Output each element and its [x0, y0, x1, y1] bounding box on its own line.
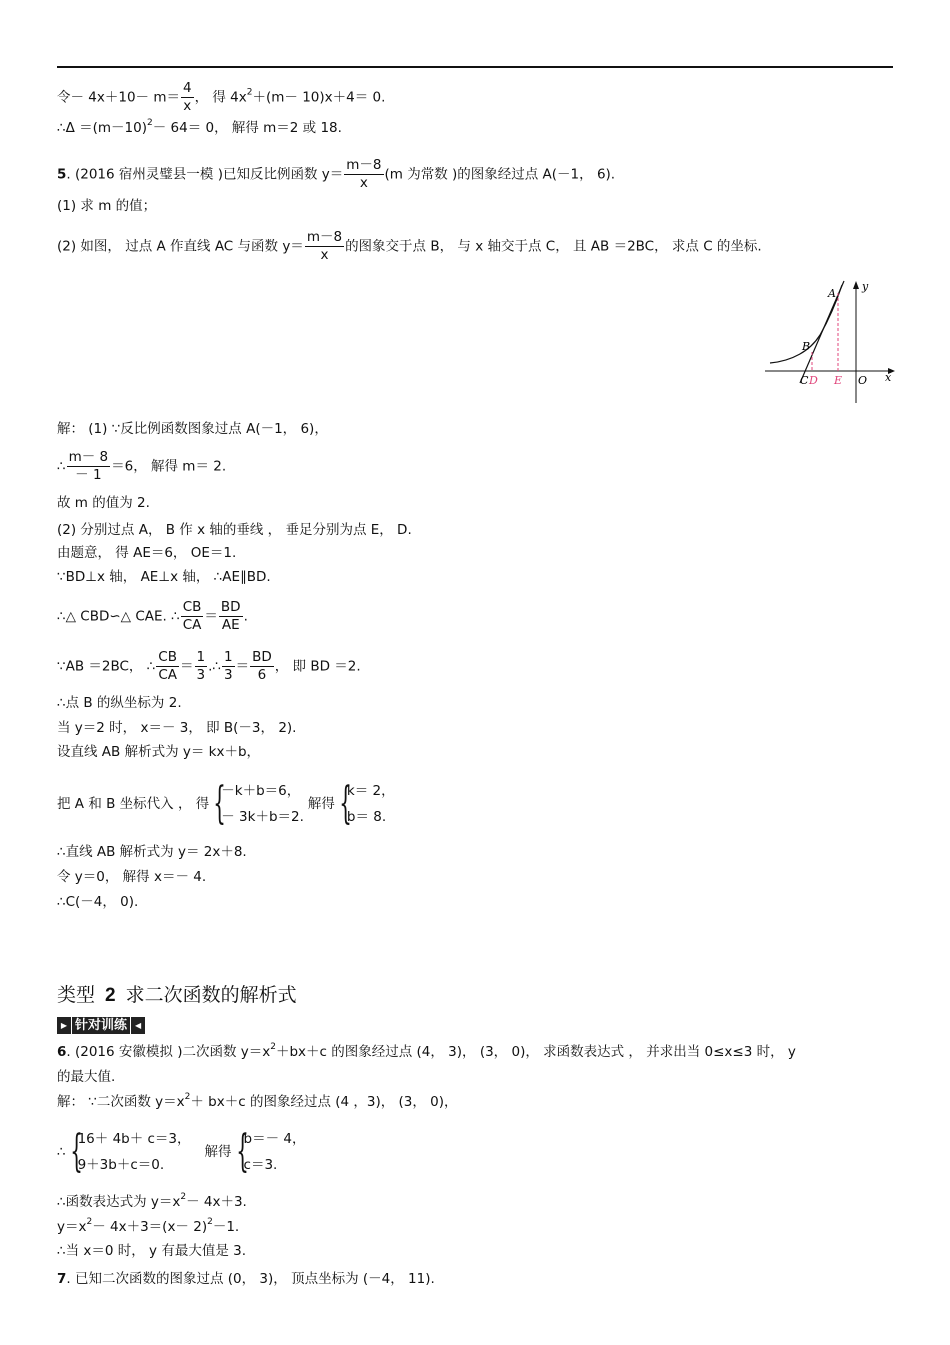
text-line: ∴ { 16＋ 4b＋ c＝3， 9＋3b＋c＝0. 解得 { b＝－ 4， c＝3.: [57, 1126, 306, 1177]
label-c: C: [800, 374, 809, 387]
text-line: ∵BD⊥x 轴， AE⊥x 轴， ∴AE∥BD.: [57, 569, 271, 585]
play-right-icon: ▶: [57, 1017, 71, 1034]
label-d: D: [809, 374, 818, 387]
label-b: B: [802, 340, 811, 353]
text-line: 当 y＝2 时， x＝－ 3， 即 B(－3， 2).: [57, 720, 297, 736]
play-left-icon: ◀: [131, 1017, 145, 1034]
text-line: ∴Δ $=(m-10)^2- 64= 0$， 解得 m＝2 或 18.: [57, 118, 342, 136]
text-line: (2) 分别过点 A， B 作 x 轴的垂线 ， 垂足分别为点 E， D.: [57, 522, 412, 538]
fraction: $\frac{m-8}{x}$: [346, 157, 382, 191]
text-line: 的最大值.: [57, 1069, 116, 1085]
line-ac: [800, 281, 844, 383]
equation-system: { b＝－ 4， c＝3.: [235, 1126, 306, 1177]
text-line: ∴直线 AB 解析式为 y＝ 2x＋8.: [57, 844, 247, 860]
text-line: $y=x^2- 4x+3=(x- 2)^2-1$.: [57, 1217, 240, 1235]
text-line: 令 y＝0， 解得 x＝－ 4.: [57, 869, 207, 885]
text-line: (2) 如图， 过点 A 作直线 AC 与函数 y＝ $\frac{m-8}{x}$ 的图象交于点 B， 与 x 轴交于点 C， 且 AB ＝2BC， 求点 C 的坐标.: [57, 229, 762, 263]
equation-system: { k＝ 2， b＝ 8.: [339, 778, 395, 829]
label-e: E: [834, 374, 843, 387]
text-line: 把 A 和 B 坐标代入 ， 得 { －k＋b＝6， － 3k＋b＝2. 解得 { k＝ 2， b＝ 8.: [57, 778, 395, 829]
text-line: ∵AB ＝2BC， ∴ $\frac{CB}{CA}$ ＝ $\frac{1}{3}$ .∴ $\frac{1}{3}$ ＝ $\frac{BD}{6}$ ， 即 BD ＝2.: [57, 649, 361, 683]
text-line: (1) 求 m 的值；: [57, 198, 157, 214]
equation-system: { 16＋ 4b＋ c＝3， 9＋3b＋c＝0.: [69, 1126, 191, 1177]
problem-5-statement: 5. (2016 宿州灵璧县一模 )已知反比例函数 y＝ $\frac{m-8}{x}$ (m 为常数 )的图象经过点 A(－1， 6).: [57, 157, 616, 191]
text-line: 解： ∵二次函数 $y=x^2+ bx+c$ 的图象经过点 (4 ，3)， (3， 0)，: [57, 1092, 458, 1110]
text-line: 令－ 4x＋10－ m＝ $\frac{4}{x}$ ， 得 $4x^2+(m- 10)x+4= 0$.: [57, 80, 386, 114]
problem-7-statement: 7. 已知二次函数的图象过点 (0， 3)， 顶点坐标为 (－4， 11).: [57, 1271, 435, 1287]
label-o: O: [858, 374, 868, 387]
text-line: 由题意， 得 AE＝6， OE＝1.: [57, 545, 237, 561]
fraction: $\frac{BD}{AE}$: [220, 599, 241, 633]
fraction: $\frac{1}{3}$: [196, 649, 206, 683]
text-line: ∴点 B 的纵坐标为 2.: [57, 695, 182, 711]
practice-banner: [57, 1017, 145, 1034]
text-line: ∴△ CBD∽△ CAE. ∴ $\frac{CB}{CA}$ ＝ $\frac{BD}{AE}$ .: [57, 599, 248, 633]
fraction: $\frac{CB}{CA}$: [182, 599, 202, 633]
top-rule: [57, 66, 893, 68]
fraction: $\frac{m-8}{x}$: [306, 229, 343, 263]
text-line: 设直线 AB 解析式为 y＝ kx＋b，: [57, 744, 261, 760]
equation-system: { －k＋b＝6， － 3k＋b＝2.: [213, 778, 304, 829]
banner-label: 针对训练: [71, 1017, 131, 1034]
text-line: 解： (1) ∵反比例函数图象过点 A(－1， 6)，: [57, 421, 328, 437]
label-y: y: [862, 280, 869, 293]
fraction: $\frac{CB}{CA}$: [158, 649, 177, 683]
text-line: ∴当 x＝0 时， y 有最大值是 3.: [57, 1243, 246, 1259]
text-line: ∴函数表达式为 $y=x^2- 4x+3$.: [57, 1192, 247, 1210]
label-x: x: [885, 371, 892, 384]
label-a: A: [828, 287, 836, 300]
fraction: $\frac{BD}{6}$: [252, 649, 272, 683]
y-axis-arrow: [853, 281, 859, 289]
function-graph-figure: [762, 277, 897, 407]
fraction: $\frac{m- 8}{- 1}$: [68, 449, 109, 483]
section-heading: 类型 2 求二次函数的解析式: [57, 984, 297, 1006]
fraction: $\frac{1}{3}$: [223, 649, 233, 683]
text-line: ∴C(－4， 0).: [57, 894, 139, 910]
text-line: ∴ $\frac{m- 8}{- 1}$ ＝6， 解得 m＝ 2.: [57, 449, 227, 483]
fraction: $\frac{4}{x}$: [183, 80, 192, 114]
text-line: 故 m 的值为 2.: [57, 495, 150, 511]
problem-6-statement: 6. (2016 安徽模拟 )二次函数 $y=x^2+bx+c$ 的图象经过点 (4， 3)， (3， 0)， 求函数表达式 ， 并求出当 0≤x≤3 时， y: [57, 1042, 796, 1060]
